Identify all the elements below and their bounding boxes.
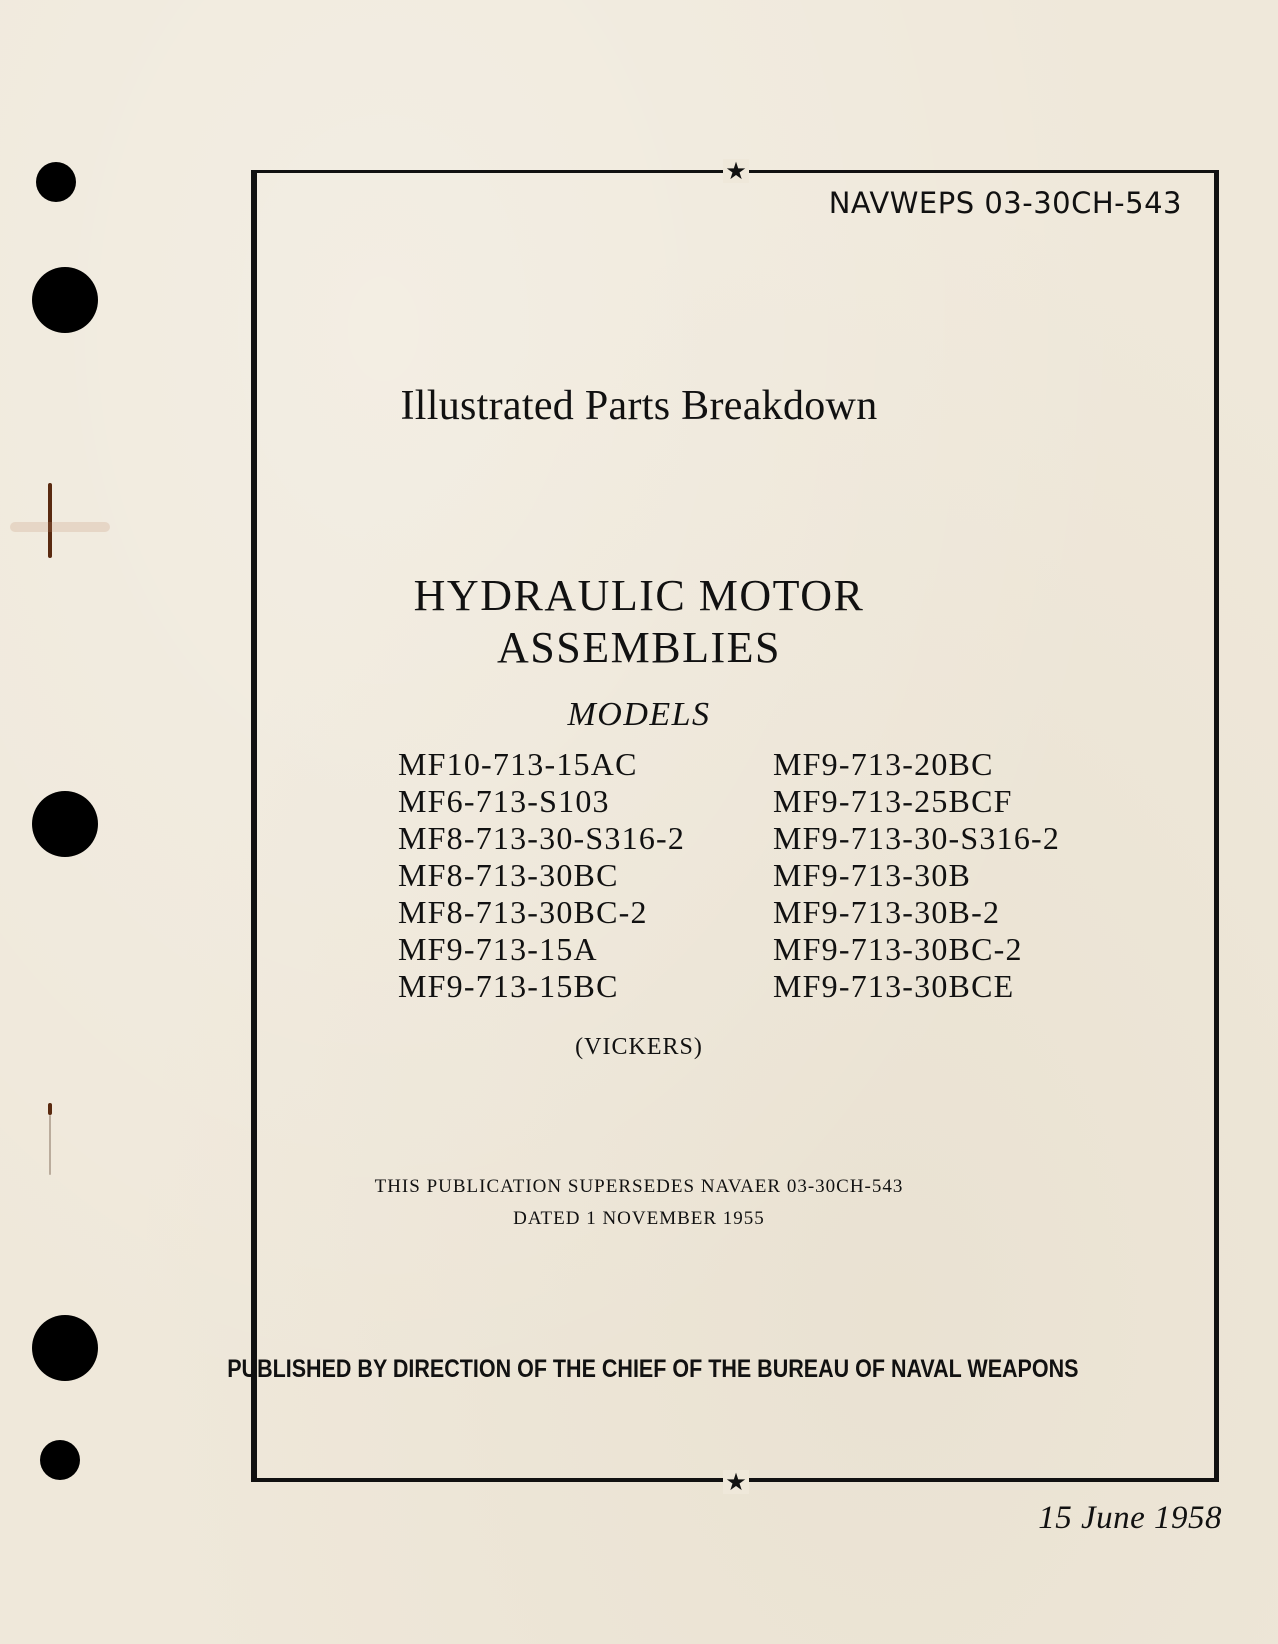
model-item: MF9-713-20BC (773, 746, 994, 782)
document-title-line-2: ASSEMBLIES (497, 623, 781, 672)
staple-trace (49, 1115, 51, 1175)
binder-hole-5 (40, 1440, 80, 1480)
model-item: MF6-713-S103 (398, 783, 610, 819)
model-item: MF9-713-25BCF (773, 783, 1013, 819)
staple-mark (48, 483, 52, 558)
binder-hole-3 (32, 791, 98, 857)
models-heading: MODELS (567, 696, 711, 733)
stain-mark (10, 522, 110, 532)
published-by-statement: PUBLISHED BY DIRECTION OF THE CHIEF OF THE BUREAU OF NAVAL WEAPONS (227, 1355, 1079, 1383)
binder-hole-1 (36, 162, 76, 202)
model-item: MF8-713-30BC-2 (398, 894, 648, 930)
supersedes-notice-line-2: DATED 1 NOVEMBER 1955 (513, 1208, 765, 1229)
model-item: MF9-713-15BC (398, 968, 619, 1004)
star-icon-top: ★ (723, 159, 749, 183)
model-item: MF9-713-15A (398, 931, 598, 967)
models-list-right (773, 746, 1060, 1005)
binder-hole-4 (32, 1315, 98, 1381)
publication-date: 15 June 1958 (1038, 1500, 1222, 1536)
model-item: MF9-713-30BCE (773, 968, 1015, 1004)
model-item: MF8-713-30BC (398, 857, 619, 893)
binder-hole-2 (32, 267, 98, 333)
model-item: MF9-713-30-S316-2 (773, 820, 1061, 856)
model-item: MF8-713-30-S316-2 (398, 820, 686, 856)
cover-frame (251, 170, 1219, 1482)
document-title-line-1: HYDRAULIC MOTOR (413, 571, 865, 620)
document-subtitle: Illustrated Parts Breakdown (400, 383, 878, 429)
model-item: MF9-713-30B (773, 857, 972, 893)
star-icon-bottom: ★ (723, 1470, 749, 1494)
model-item: MF10-713-15AC (398, 746, 638, 782)
manufacturer-label: (VICKERS) (575, 1034, 703, 1060)
models-list-left (398, 746, 685, 1005)
supersedes-notice-line-1: THIS PUBLICATION SUPERSEDES NAVAER 03-30CH-543 (374, 1176, 904, 1197)
model-item: MF9-713-30BC-2 (773, 931, 1023, 967)
staple-mark-2 (48, 1103, 52, 1115)
model-item: MF9-713-30B-2 (773, 894, 1001, 930)
document-number: NAVWEPS 03-30CH-543 (828, 186, 1182, 220)
